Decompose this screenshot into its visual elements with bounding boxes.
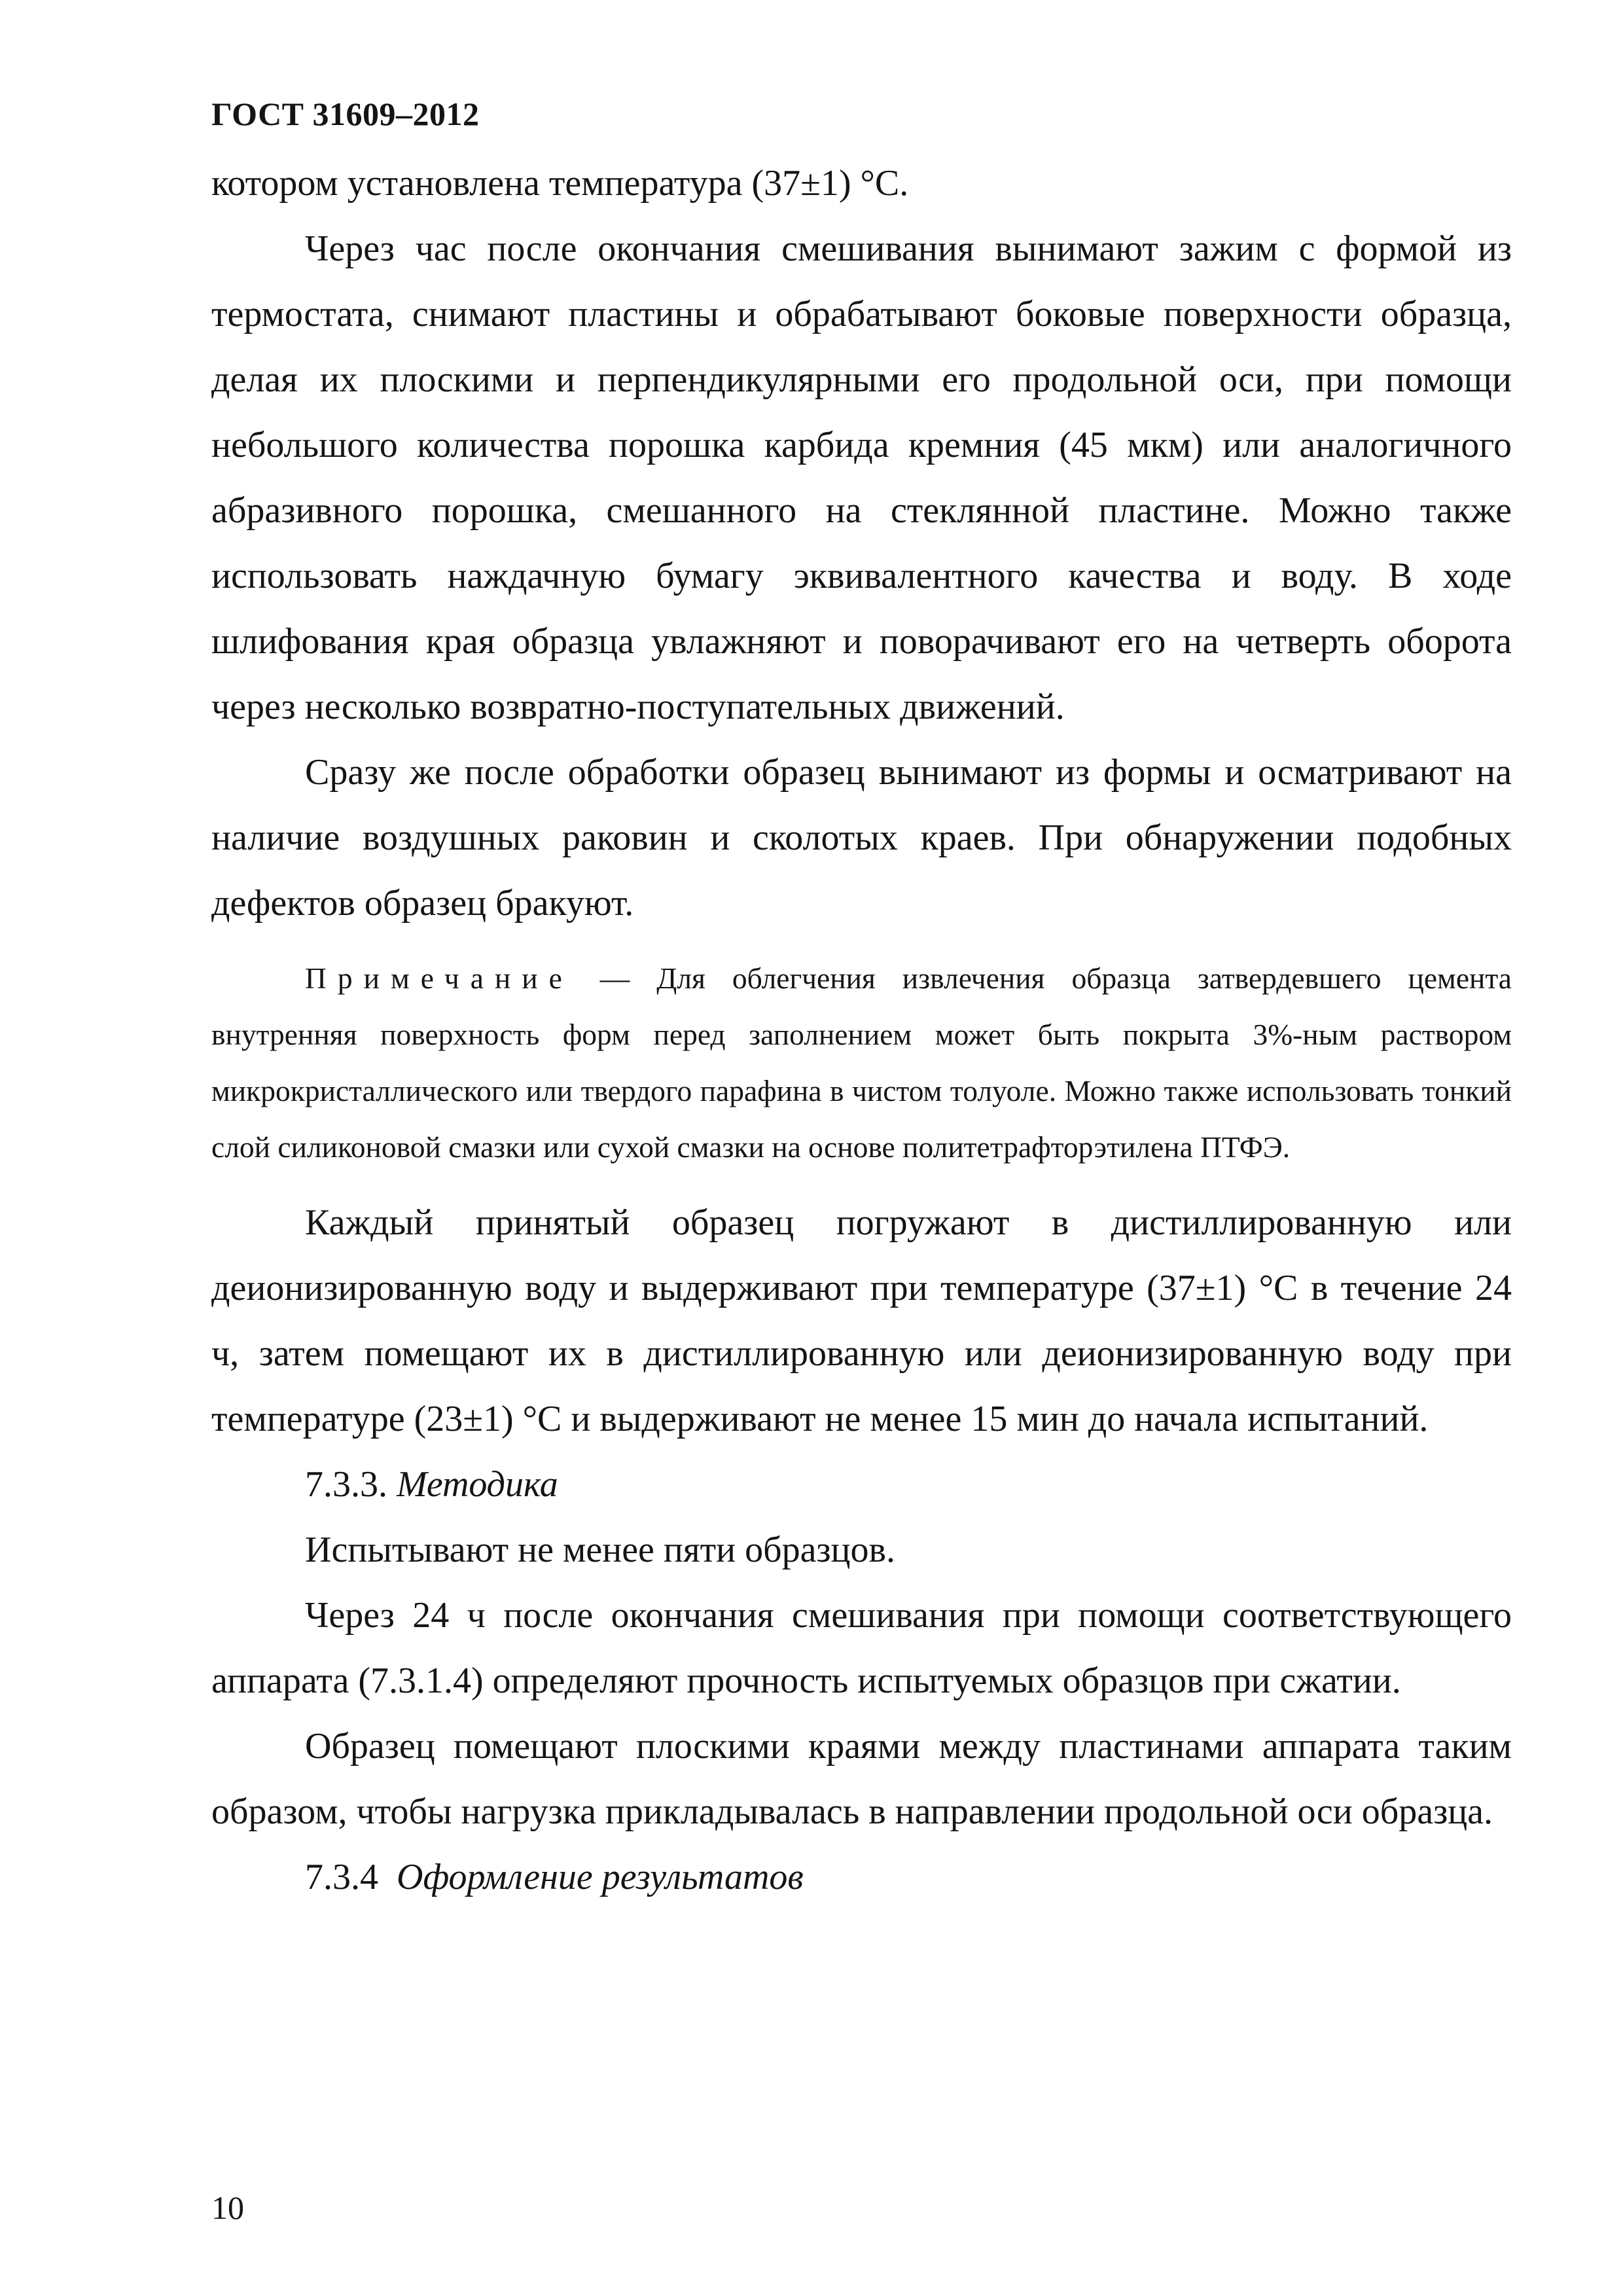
section-number: 7.3.3. — [305, 1464, 387, 1505]
note-label: Примечание — [305, 961, 573, 995]
section-title: Оформление результатов — [397, 1857, 804, 1897]
paragraph-placement: Образец помещают плоскими краями между пластинами аппарата таким образом, чтобы нагрузка прикладывалась в направлении продольной оси образца. — [211, 1726, 1512, 1832]
note — [211, 950, 1512, 1175]
section-heading-method — [211, 1452, 1512, 1517]
paragraph-compression-test: Через 24 ч после окончания смешивания при помощи соответствующего аппарата (7.3.1.4) определяют прочность испытуемых образцов при сжатии. — [211, 1595, 1512, 1701]
note-text: — Для облегчения извлечения образца затвердевшего цемента внутренняя поверхность форм перед заполнением может быть покрыта 3%-ным раствором микрокристаллического или твердого парафина в чистом толуоле. Можно также использовать тонкий слой силиконовой смазки или сухой смазки на основе политетрафторэтилена ПТФЭ. — [211, 961, 1512, 1164]
standard-header: ГОСТ 31609–2012 — [211, 96, 480, 132]
paragraph-polishing: Через час после окончания смешивания вынимают зажим с формой из термостата, снимают пластины и обрабатывают боковые поверхности образца, делая их плоскими и перпендикулярными его продольной оси, при помощи небольшого количества порошка карбида кремния (45 мкм) или аналогичного абразивного порошка, смешанного на стеклянной пластине. Можно также использовать наждачную бумагу эквивалентного качества и воду. В ходе шлифования края образца увлажняют и поворачивают его на четверть оборота через несколько возвратно-поступательных движений. — [211, 228, 1512, 727]
paragraph-sample-count: Испытывают не менее пяти образцов. — [305, 1530, 895, 1570]
paragraph-inspection: Сразу же после обработки образец вынимают из формы и осматривают на наличие воздушных раковин и сколотых краев. При обнаружении подобных дефектов образец бракуют. — [211, 752, 1512, 924]
document-body — [211, 151, 1512, 1910]
section-title: Методика — [397, 1464, 558, 1505]
paragraph-immersion: Каждый принятый образец погружают в дистиллированную или деионизированную воду и выдерживают при температуре (37±1) °С в течение 24 ч, затем помещают их в дистиллированную или деионизированную воду при температуре (23±1) °С и выдерживают не менее 15 мин до начала испытаний. — [211, 1202, 1512, 1439]
page-number: 10 — [211, 2189, 244, 2226]
section-heading-results — [211, 1844, 1512, 1910]
section-number: 7.3.4 — [305, 1857, 378, 1897]
paragraph-continuation: котором установлена температура (37±1) °С. — [211, 163, 909, 204]
